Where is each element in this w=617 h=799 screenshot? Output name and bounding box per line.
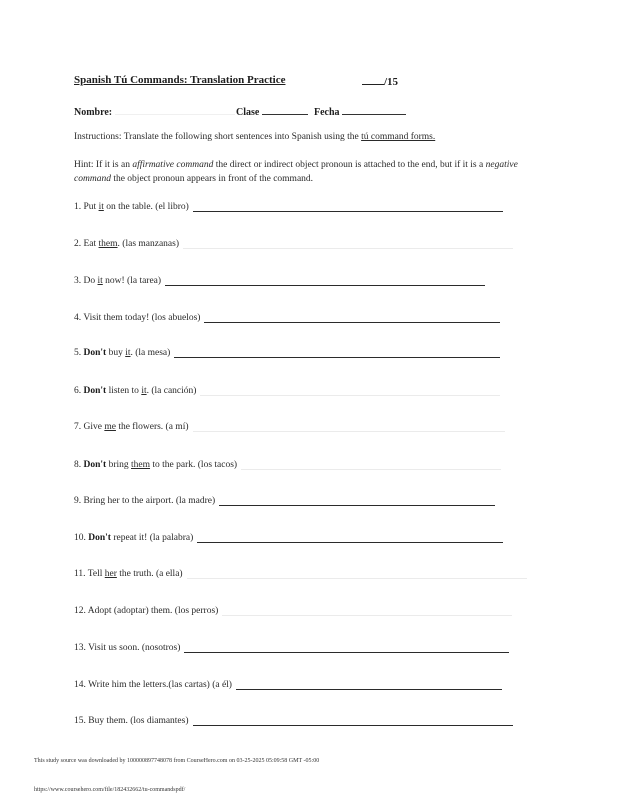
download-notice: This study source was downloaded by 100000897748078 from CourseHero.com on 03-25-2025 05:09:58 GMT -05:00 [34,758,320,764]
question-prompt: 6. Don't listen to it. (la canción) [74,386,197,396]
answer-line[interactable] [193,422,505,432]
question-10 [74,533,503,543]
question-prompt: 1. Put it on the table. (el libro) [74,202,189,212]
question-prompt: 12. Adopt (adoptar) them. (los perros) [74,606,219,616]
question-prompt: 10. Don't repeat it! (la palabra) [74,533,194,543]
answer-line[interactable] [184,643,509,653]
hint-text-1: Hint: If it is an [74,160,133,170]
question-8 [74,460,501,470]
answer-line[interactable] [236,680,502,690]
answer-line[interactable] [222,606,512,616]
question-14 [74,680,502,690]
question-3 [74,276,485,286]
hint-affirmative: affirmative command [132,160,214,170]
answer-line[interactable] [197,533,503,543]
question-prompt: 2. Eat them. (las manzanas) [74,239,180,249]
question-prompt: 11. Tell her the truth. (a ella) [74,569,183,579]
source-url[interactable]: https://www.coursehero.com/file/182432662/tu-commandspdf/ [34,787,186,793]
hint-paragraph [74,158,544,186]
question-prompt: 8. Don't bring them to the park. (los tacos) [74,460,238,470]
question-6 [74,386,500,396]
nombre-field [74,104,235,118]
answer-line[interactable] [204,313,500,323]
question-prompt: 15. Buy them. (los diamantes) [74,716,189,726]
answer-line[interactable] [174,348,500,358]
question-2 [74,239,513,249]
question-13 [74,643,509,653]
fecha-field [314,104,406,118]
question-11 [74,569,527,579]
nombre-label: Nombre: [74,107,113,118]
hint-text-2: the direct or indirect object pronoun is attached to the end, but if it is a [213,160,486,170]
instructions [74,132,435,142]
fecha-line[interactable] [342,104,406,115]
instructions-text: Instructions: Translate the following short sentences into Spanish using the [74,132,362,142]
answer-line[interactable] [187,569,527,579]
answer-line[interactable] [193,716,513,726]
question-4 [74,313,500,323]
answer-line[interactable] [219,496,495,506]
answer-line[interactable] [193,202,503,212]
clase-line[interactable] [262,104,308,115]
question-prompt: 14. Write him the letters.(las cartas) (a él) [74,680,232,690]
question-7 [74,422,505,432]
answer-line[interactable] [241,460,501,470]
answer-line[interactable] [165,276,485,286]
question-prompt: 5. Don't buy it. (la mesa) [74,348,171,358]
score-field [362,74,398,88]
clase-field [236,104,308,118]
question-12 [74,606,512,616]
question-15 [74,716,513,726]
score-total: /15 [384,76,399,88]
page-title: Spanish Tú Commands: Translation Practice [74,74,286,86]
hint-negative: negative command [74,160,518,184]
score-blank[interactable] [362,74,384,85]
question-1 [74,202,503,212]
question-prompt: 3. Do it now! (la tarea) [74,276,162,286]
question-prompt: 9. Bring her to the airport. (la madre) [74,496,216,506]
question-prompt: 4. Visit them today! (los abuelos) [74,313,201,323]
question-5 [74,348,500,358]
question-9 [74,496,495,506]
question-prompt: 13. Visit us soon. (nosotros) [74,643,181,653]
question-prompt: 7. Give me the flowers. (a mí) [74,422,189,432]
instructions-emphasis: tú command forms. [361,132,436,142]
hint-text-3: the object pronoun appears in front of the command. [110,174,314,184]
nombre-line[interactable] [115,104,235,115]
answer-line[interactable] [183,239,513,249]
answer-line[interactable] [200,386,500,396]
clase-label: Clase [236,107,260,118]
fecha-label: Fecha [314,107,340,118]
